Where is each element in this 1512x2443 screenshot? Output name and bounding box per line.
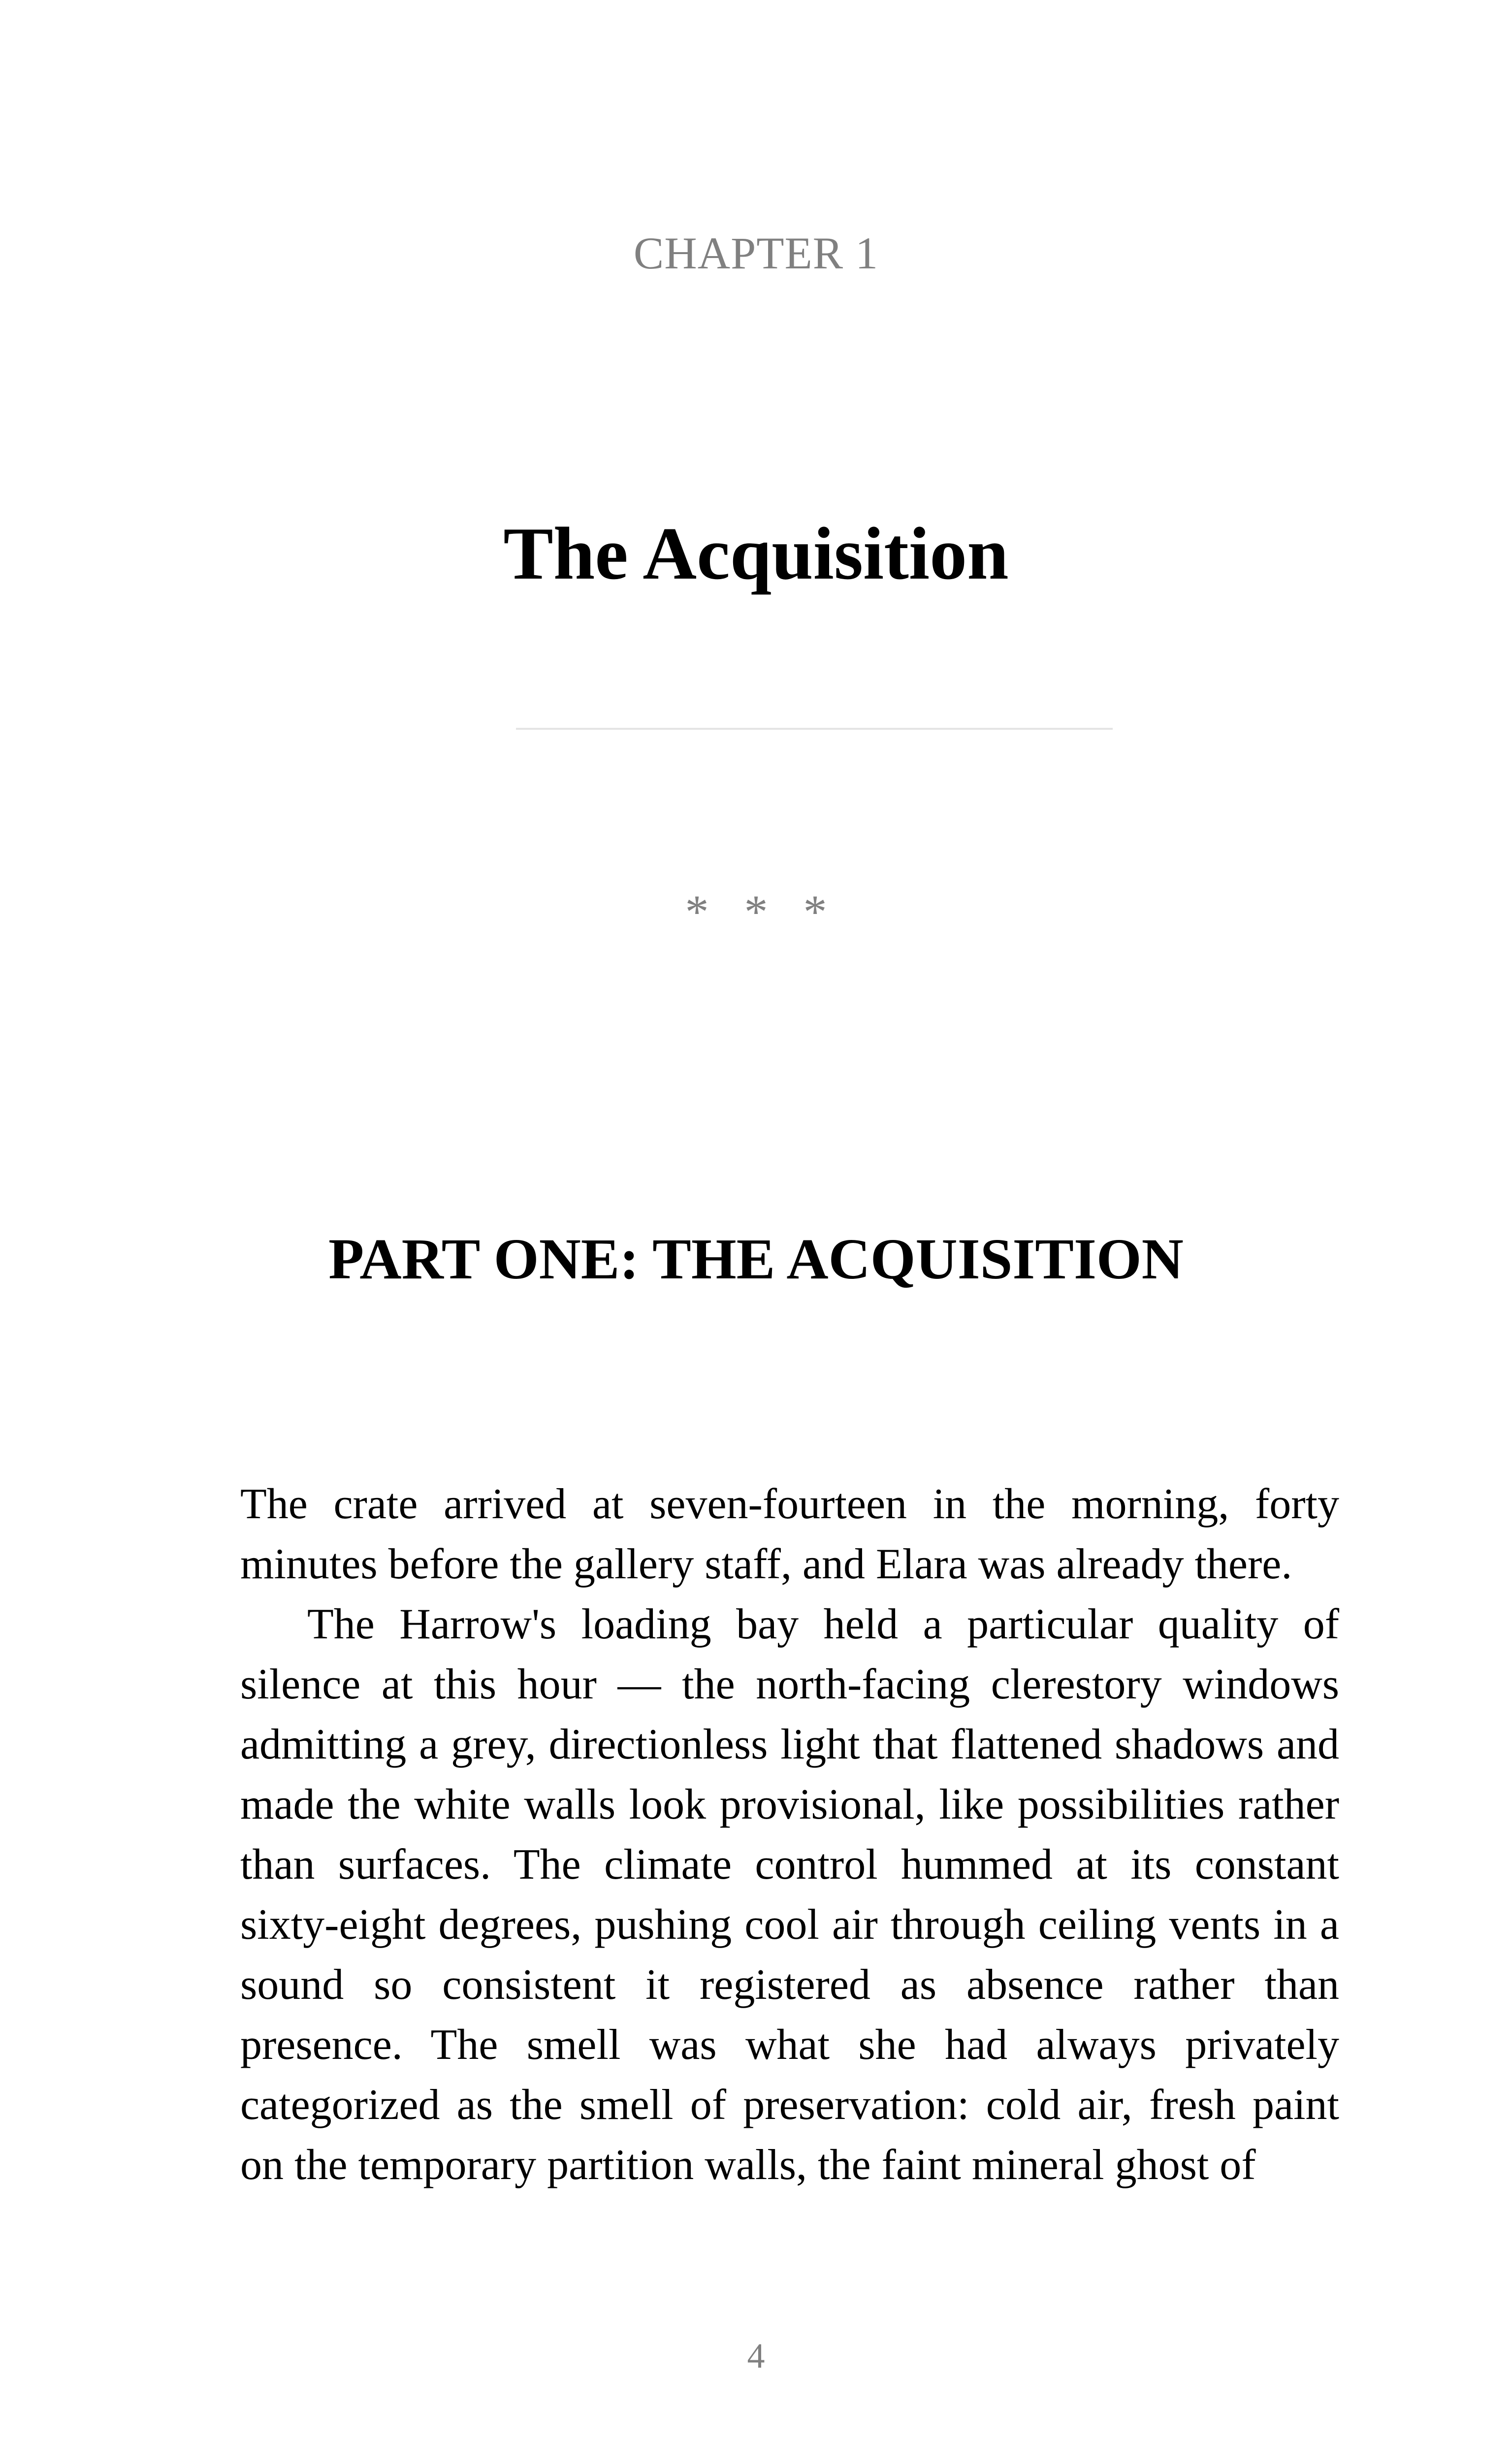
part-heading: PART ONE: THE ACQUISITION — [328, 1227, 1184, 1291]
body-text — [240, 1474, 1339, 2195]
paragraph: The Harrow's loading bay held a particular quality of silence at this hour — the north-facing clerestory windows admitting a grey, directionless light that flattened shadows and made the white walls look provisional, like possibilities rather than surfaces. The climate control hummed at its constant sixty-eight degrees, pushing cool air through ceiling vents in a sound so consistent it registered as absence rather than presence. The smell was what she had always privately categorized as the smell of preservation: cold air, fresh paint on the temporary partition walls, the faint mineral ghost of — [240, 1600, 1339, 2189]
page-number: 4 — [747, 2336, 765, 2376]
scene-break: * * * — [685, 885, 827, 938]
title-divider — [516, 728, 1113, 730]
paragraph: The crate arrived at seven-fourteen in the morning, forty minutes before the gallery staff, and Elara was already there. — [240, 1480, 1339, 1588]
chapter-label: CHAPTER 1 — [633, 228, 879, 278]
chapter-title: The Acquisition — [503, 512, 1009, 595]
